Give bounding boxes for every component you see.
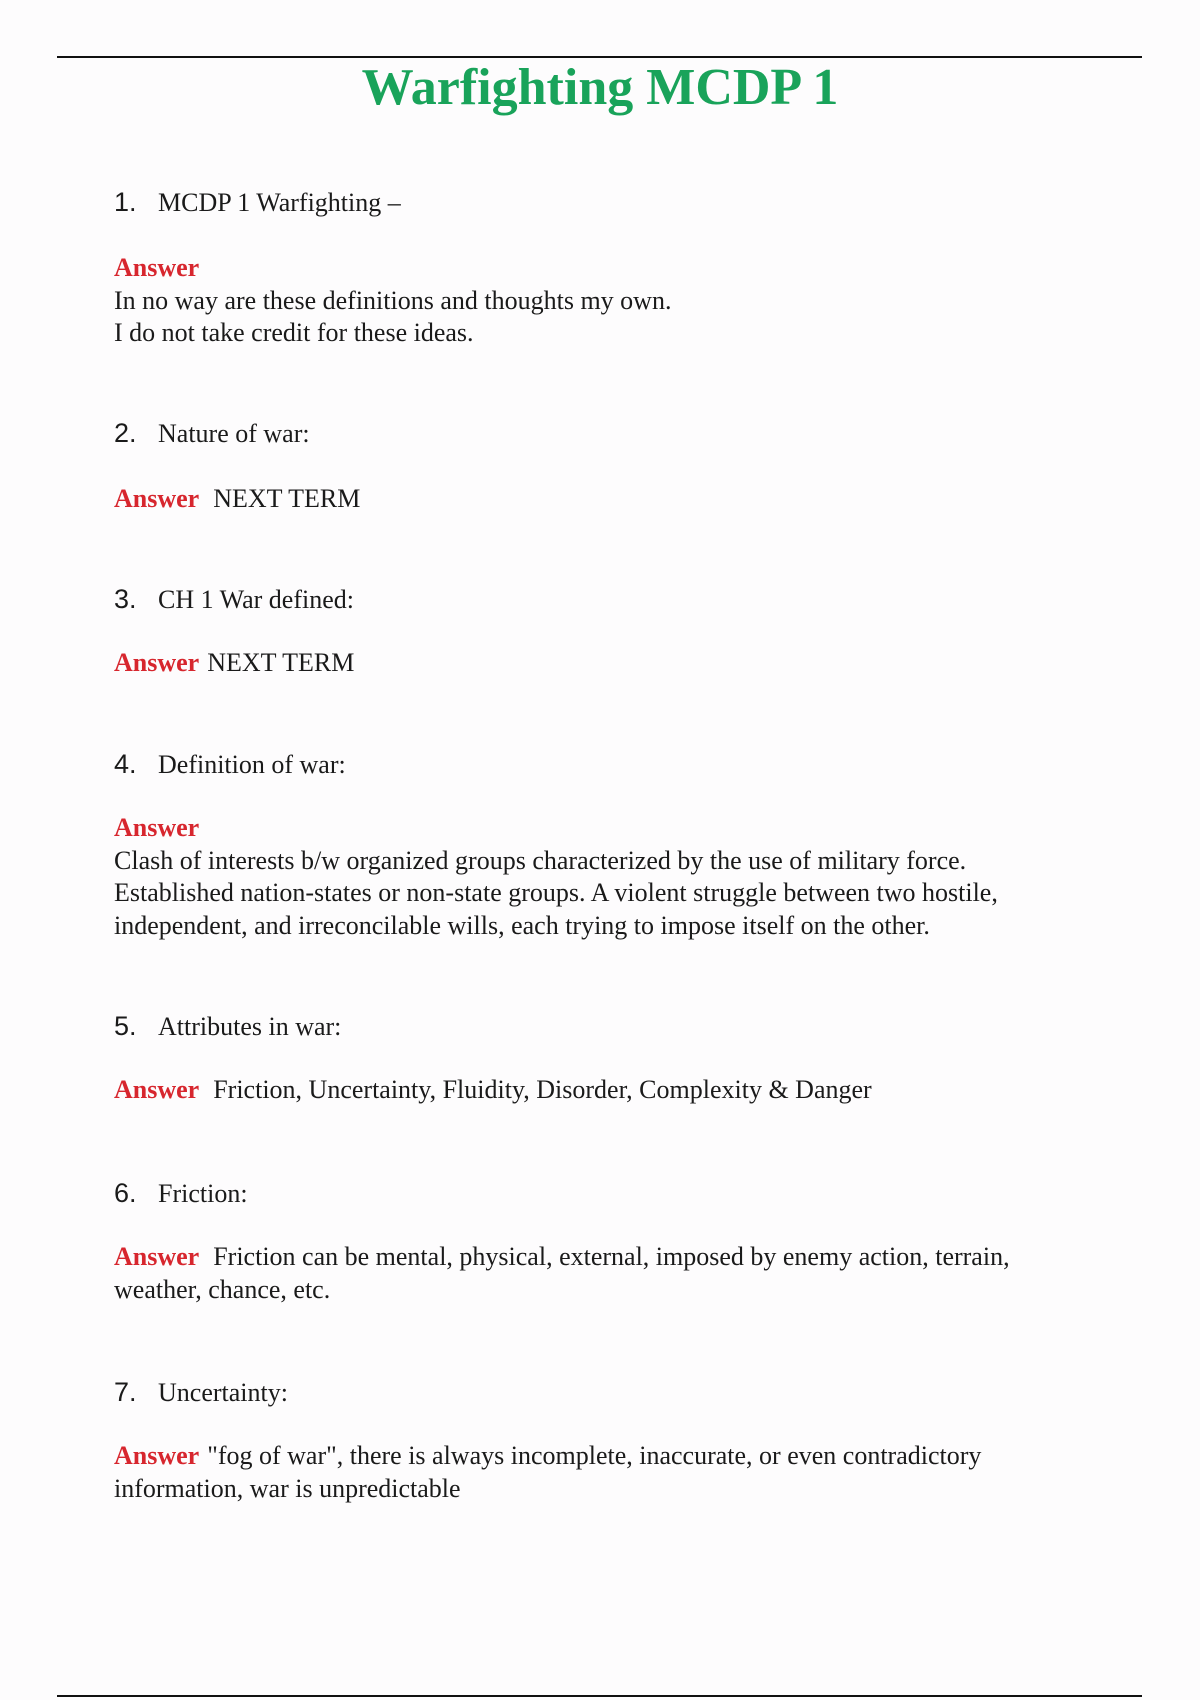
answer-label: Answer xyxy=(114,1242,200,1271)
answer-first-line xyxy=(114,1241,1114,1274)
answer-text: Friction, Uncertainty, Fluidity, Disorder, Complexity & Danger xyxy=(213,1075,872,1104)
document-title: Warfighting MCDP 1 xyxy=(361,59,839,116)
question xyxy=(114,582,1114,617)
answer-text: NEXT TERM xyxy=(207,648,355,677)
answer xyxy=(114,483,1114,516)
answer-line: independent, and irreconcilable wills, each trying to impose itself on the other. xyxy=(114,910,930,940)
question-number: 2. xyxy=(114,418,137,448)
answer-line: Established nation-states or non-state groups. A violent struggle between two hostile, xyxy=(114,878,998,907)
question-number: 1. xyxy=(114,187,137,217)
question xyxy=(114,185,1114,220)
answer-label: Answer xyxy=(114,484,200,513)
answer xyxy=(114,647,1114,680)
answer-line: Clash of interests b/w organized groups characterized by the use of military force. xyxy=(114,845,967,875)
question-text: Uncertainty: xyxy=(158,1378,288,1407)
question xyxy=(114,1009,1114,1044)
question-text: Nature of war: xyxy=(158,419,310,448)
question-number: 7. xyxy=(114,1377,137,1407)
qa-item-5 xyxy=(114,1009,1114,1107)
answer-text: NEXT TERM xyxy=(213,484,361,513)
question xyxy=(114,747,1114,782)
question xyxy=(114,1375,1114,1410)
answer xyxy=(114,812,1114,942)
answer-line: weather, chance, etc. xyxy=(114,1274,331,1304)
answer xyxy=(114,1440,1114,1505)
question-number: 4. xyxy=(114,749,137,779)
answer-text: Friction can be mental, physical, external, imposed by enemy action, terrain, xyxy=(213,1242,1010,1271)
qa-item-1 xyxy=(114,185,1114,350)
question-text: Friction: xyxy=(158,1179,248,1208)
answer xyxy=(114,252,1114,350)
answer-label: Answer xyxy=(114,253,200,282)
question xyxy=(114,416,1114,451)
question xyxy=(114,1176,1114,1211)
answer-line: In no way are these definitions and thoughts my own. xyxy=(114,285,672,315)
qa-item-2 xyxy=(114,416,1114,516)
question-text: MCDP 1 Warfighting – xyxy=(158,188,401,217)
question-text: CH 1 War defined: xyxy=(158,585,354,614)
answer-label: Answer xyxy=(114,813,200,842)
answer-line: I do not take credit for these ideas. xyxy=(114,318,474,347)
answer-label: Answer xyxy=(114,648,200,677)
question-number: 3. xyxy=(114,584,137,614)
question-number: 6. xyxy=(114,1178,137,1208)
qa-item-6 xyxy=(114,1176,1114,1306)
question-text: Attributes in war: xyxy=(158,1012,342,1041)
qa-item-7 xyxy=(114,1375,1114,1505)
qa-item-3 xyxy=(114,582,1114,680)
question-text: Definition of war: xyxy=(158,750,346,779)
answer-line: information, war is unpredictable xyxy=(114,1473,461,1503)
question-number: 5. xyxy=(114,1011,137,1041)
qa-item-4 xyxy=(114,747,1114,942)
answer-label: Answer xyxy=(114,1075,200,1104)
bottom-rule xyxy=(57,1695,1142,1697)
answer xyxy=(114,1074,1114,1107)
answer-label: Answer xyxy=(114,1441,200,1470)
answer-first-line xyxy=(114,1440,1114,1473)
answer-text: "fog of war", there is always incomplete, inaccurate, or even contradictory xyxy=(207,1441,982,1470)
answer xyxy=(114,1241,1114,1306)
